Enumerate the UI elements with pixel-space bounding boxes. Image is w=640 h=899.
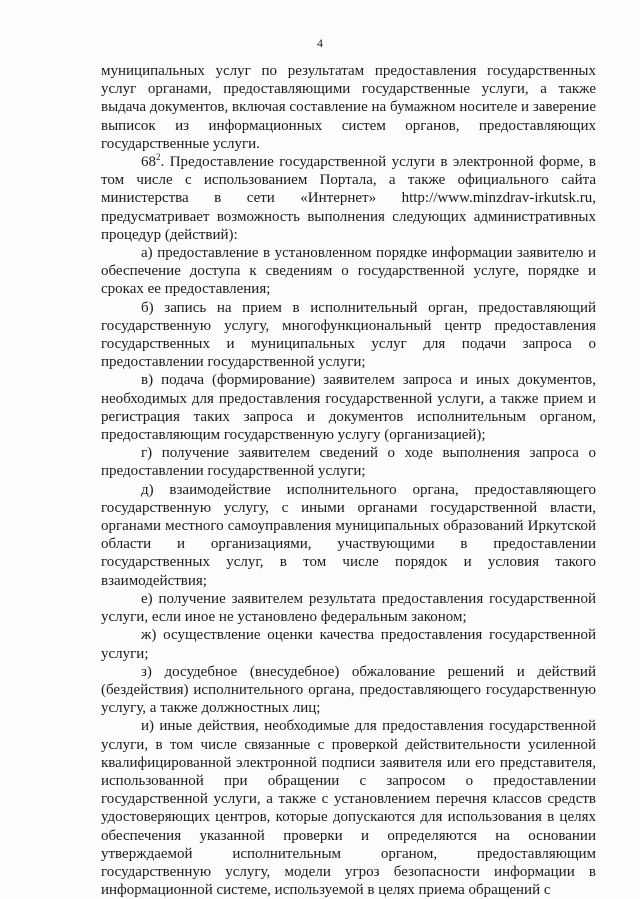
paragraph-68-2 [101,153,596,244]
list-item-d: д) взаимодействие исполнительного органа, предоставляющего государственную услугу, с иными органами государственной власти, органами местного самоуправления муниципальных образований Иркутской области и организациями, участвующими в предоставлении государственных услуг, в том числе порядок и условия такого взаимодействия; [101,481,596,589]
page-number: 4 [317,36,323,50]
list-item-v: в) подача (формирование) заявителем запроса и иных документов, необходимых для предоставления государственной услуги, а также прием и регистрация таких запроса и документов исполнительным органом, предоставляющим государственную услугу (организацией); [101,372,596,444]
list-item-e: е) получение заявителем результата предоставления государственной услуги, если иное не установлено федеральным законом; [101,590,596,626]
list-item-i: и) иные действия, необходимые для предоставления государственной услуги, в том числе связанные с проверкой действительности усиленной квалифицированной электронной подписи заявителя или его представителя, использованной при обращении с запросом о предоставлении государственной услуги, а также с установлением перечня классов средств удостоверяющих центров, которые допускаются для использования в целях обеспечения указанной проверки и определяются на основании утверждаемой исполнительным органом, предоставляющим государственную услугу, модели угроз безопасности информации в информационной системе, используемой в целях приема обращений с [101,718,596,899]
clause-number: 68 [141,154,156,171]
clause-text: . Предоставление государственной услуги в электронной форме, в том числе с использованием Портала, а также официального сайта министерства в сети «Интернет» http://www.minzdrav-irkutsk.ru, предусматривает возможность выполнения следующих административных процедур (действий): [101,154,596,243]
list-item-b: б) запись на прием в исполнительный орган, предоставляющий государственную услугу, многофункциональный центр предоставления государственных и муниципальных услуг для подачи запроса о предоставлении государственной услуги; [101,299,596,371]
paragraph-continuation: муниципальных услуг по результатам предоставления государственных услуг органами, предоставляющими государственные услуги, а также выдача документов, включая составление на бумажном носителе и заверение выписок из информационных систем органов, предоставляющих государственные услуги. [101,63,596,152]
document-body [101,62,596,899]
list-item-g: г) получение заявителем сведений о ходе выполнения запроса о предоставлении государственной услуги; [101,445,596,480]
list-item-zh: ж) осуществление оценки качества предоставления государственной услуги; [101,627,596,662]
clause-superscript: 2 [156,152,161,163]
list-item-z: з) досудебное (внесудебное) обжалование решений и действий (бездействия) исполнительного органа, предоставляющего государственную услугу, а также должностных лиц; [101,663,596,717]
list-item-a: а) предоставление в установленном порядке информации заявителю и обеспечение доступа к сведениям о государственной услуге, порядке и сроках ее предоставления; [101,245,596,298]
